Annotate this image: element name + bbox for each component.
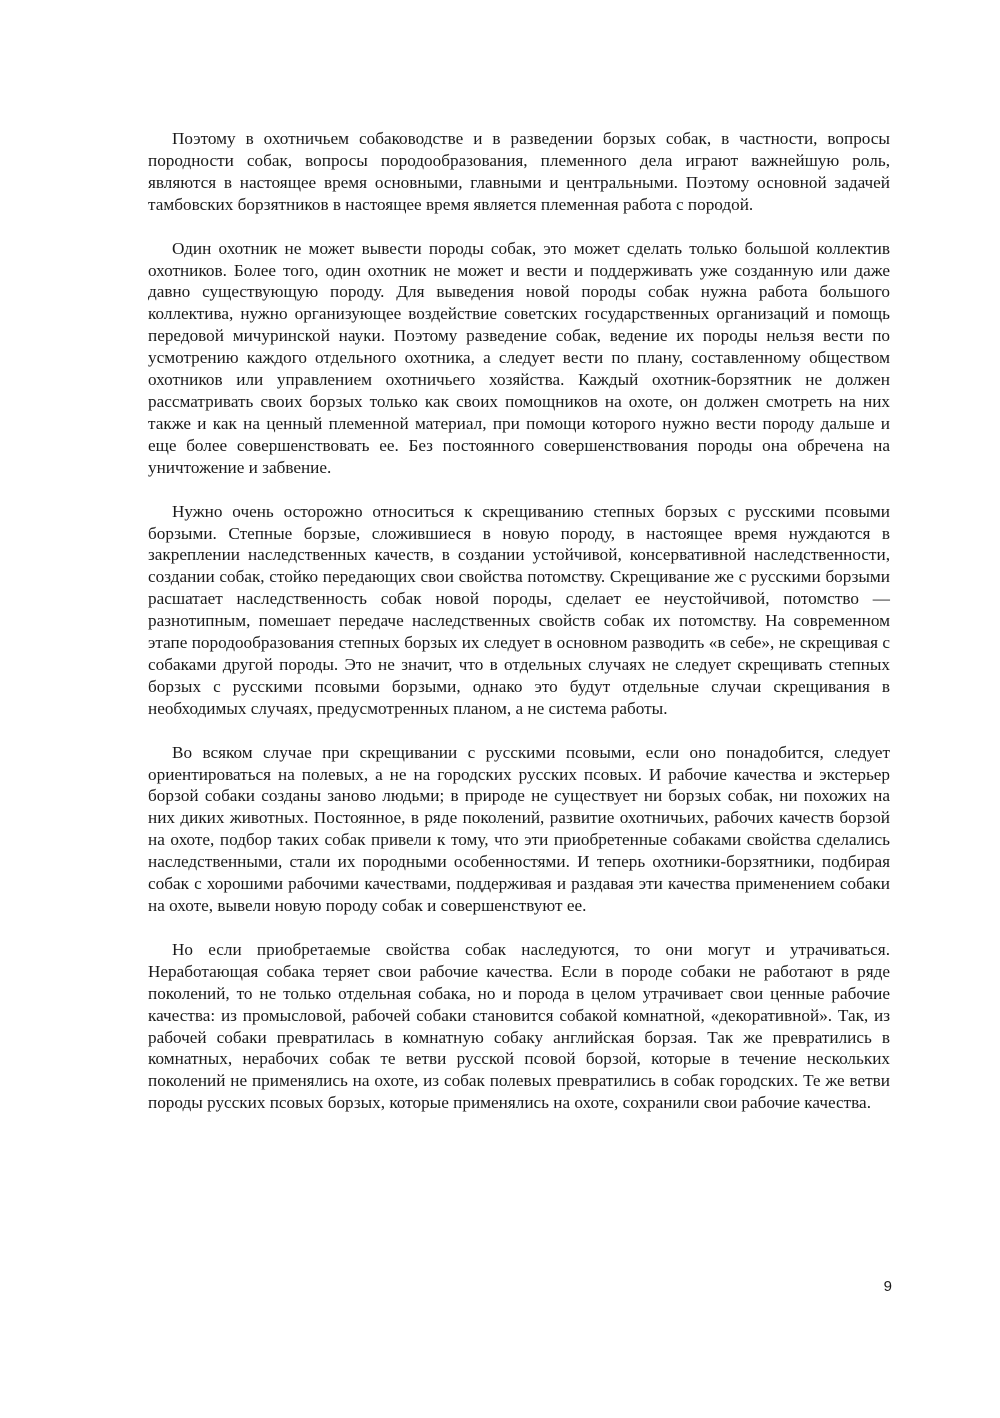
paragraph-3: Нужно очень осторожно относиться к скрещиванию степных борзых с русскими псовыми борзыми. Степные борзые, сложившиеся в новую породу, в настоящее время нуждаются в закреплении наследственных качеств, в создании устойчивой, консервативной наследственности, создании собак, стойко передающих свои свойства потомству. Скрещивание же с русскими борзыми расшатает наследственность собак новой породы, сделает ее неустойчивой, потомство — разнотипным, помешает передаче наследственных свойств собак их потомству. На современном этапе породообразования степных борзых их следует в основном разводить «в себе», не скрещивая с собаками другой породы. Это не значит, что в отдельных случаях не следует скрещивать степных борзых с русскими псовыми борзыми, однако это будут отдельные случаи скрещивания в необходимых случаях, предусмотренных планом, а не система работы. [148, 501, 890, 718]
paragraph-5: Но если приобретаемые свойства собак наследуются, то они могут и утрачиваться. Неработающая собака теряет свои рабочие качества. Если в породе собаки не работают в ряде поколений, то не только отдельная собака, но и порода в целом утрачивает свои ценные рабочие качества: из промысловой, рабочей собаки становится собакой комнатной, «декоративной». Так, из рабочей собаки превратилась в комнатную собаку английская борзая. Так же превратились в комнатных, нерабочих собак те ветви русской псовой борзой, которые в течение нескольких поколений не применялись на охоте, из собак полевых превратились в собак городских. Те же ветви породы русских псовых борзых, которые применялись на охоте, сохранили свои рабочие качества. [148, 939, 890, 1113]
paragraph-2: Один охотник не может вывести породы собак, это может сделать только большой коллектив охотников. Более того, один охотник не может и вести и поддерживать уже созданную или даже давно существующую породу. Для выведения новой породы собак нужна работа большого коллектива, нужно организующее воздействие советских государственных организаций и помощь передовой мичуринской науки. Поэтому разведение собак, ведение их породы нельзя вести по усмотрению каждого отдельного охотника, а следует вести по плану, составленному обществом охотников или управлением охотничьего хозяйства. Каждый охотник-борзятник не должен рассматривать своих борзых только как своих помощников на охоте, он должен смотреть на них также и как на ценный племенной материал, при помощи которого нужно вести породу дальше и еще более совершенствовать ее. Без постоянного совершенствования породы она обречена на уничтожение и забвение. [148, 238, 890, 477]
paragraph-4: Во всяком случае при скрещивании с русскими псовыми, если оно понадобится, следует ориентироваться на полевых, а не на городских русских псовых. И рабочие качества и экстерьер борзой собаки созданы заново людьми; в природе не существует ни борзых собак, ни похожих на них диких животных. Постоянное, в ряде поколений, развитие охотничьих, рабочих качеств борзой на охоте, подбор таких собак привели к тому, что эти приобретенные собаками свойства сделались наследственными, стали их породными особенностями. И теперь охотники-борзятники, подбирая собак с хорошими рабочими качествами, поддерживая и раздавая эти качества применением собаки на охоте, вывели новую породу собак и совершенствуют ее. [148, 742, 890, 915]
body-text [148, 128, 890, 1136]
paragraph-1: Поэтому в охотничьем собаководстве и в разведении борзых собак, в частности, вопросы породности собак, вопросы породообразования, племенного дела играют важнейшую роль, являются в настоящее время основными, главными и центральными. Поэтому основной задачей тамбовских борзятников в настоящее время является племенная работа с породой. [148, 129, 890, 214]
page-number: 9 [883, 1278, 892, 1295]
